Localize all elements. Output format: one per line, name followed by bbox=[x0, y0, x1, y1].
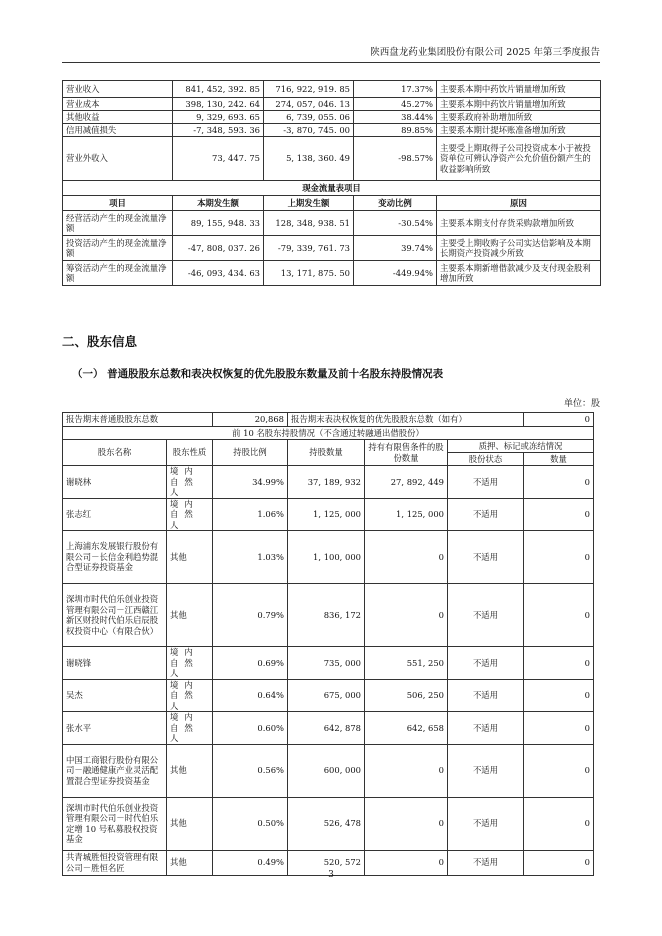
shareholder-table bbox=[62, 412, 594, 876]
pledge-count-cell: 0 bbox=[524, 679, 594, 712]
section-subtitle: （一） 普通股股东总数和表决权恢复的优先股股东数量及前十名股东持股情况表 bbox=[72, 368, 444, 380]
cashflow-section bbox=[63, 181, 601, 211]
current-amount-cell: 73, 447. 75 bbox=[173, 137, 264, 181]
header-pledge: 质押、标记或冻结情况 bbox=[448, 440, 594, 453]
holding-ratio-cell: 0.79% bbox=[213, 584, 288, 647]
holding-qty-cell: 642, 878 bbox=[288, 712, 365, 745]
reason-cell: 主要系本期中药饮片销量增加所致 bbox=[437, 81, 601, 98]
cashflow-row bbox=[63, 236, 601, 261]
pledge-count-cell: 0 bbox=[524, 531, 594, 584]
shareholder-nature-cell: 其他 bbox=[167, 531, 213, 584]
shareholder-nature-cell: 其他 bbox=[167, 584, 213, 647]
header-ratio: 持股比例 bbox=[213, 440, 288, 466]
reason-cell: 主要受上期收购子公司实达信影响及本期长期资产投资减少所致 bbox=[437, 236, 601, 261]
change-ratio-cell: -30.54% bbox=[354, 211, 437, 236]
finance-row bbox=[63, 111, 601, 124]
previous-amount-cell: 716, 922, 919. 85 bbox=[264, 81, 354, 98]
item-cell: 投资活动产生的现金流量净额 bbox=[63, 236, 173, 261]
pledge-status-cell: 不适用 bbox=[448, 712, 524, 745]
pledge-status-cell: 不适用 bbox=[448, 466, 524, 499]
change-ratio-cell: 45.27% bbox=[354, 98, 437, 111]
cashflow-header-prev: 上期发生额 bbox=[264, 196, 354, 211]
total-shareholders-value: 20,868 bbox=[213, 413, 288, 427]
restricted-qty-cell: 0 bbox=[365, 744, 448, 797]
cashflow-header-ratio: 变动比例 bbox=[354, 196, 437, 211]
finance-row bbox=[63, 98, 601, 111]
total-shareholders-label: 报告期末普通股股东总数 bbox=[63, 413, 213, 427]
item-cell: 营业外收入 bbox=[63, 137, 173, 181]
item-cell: 其他收益 bbox=[63, 111, 173, 124]
change-ratio-cell: 38.44% bbox=[354, 111, 437, 124]
previous-amount-cell: -79, 339, 761. 73 bbox=[264, 236, 354, 261]
previous-amount-cell: 274, 057, 046. 13 bbox=[264, 98, 354, 111]
restricted-qty-cell: 0 bbox=[365, 850, 448, 875]
reason-cell: 主要系政府补助增加所致 bbox=[437, 111, 601, 124]
reason-cell: 主要受上期取得子公司投资成本小于被投资单位可辨认净资产公允价值份额产生的收益影响所致 bbox=[437, 137, 601, 181]
change-ratio-cell: -449.94% bbox=[354, 261, 437, 286]
restricted-qty-cell: 551, 250 bbox=[365, 647, 448, 680]
current-amount-cell: 398, 130, 242. 64 bbox=[173, 98, 264, 111]
change-ratio-cell: 17.37% bbox=[354, 81, 437, 98]
shareholder-nature-cell: 其他 bbox=[167, 744, 213, 797]
shareholder-nature-cell: 境内自然人 bbox=[167, 647, 213, 680]
item-cell: 营业收入 bbox=[63, 81, 173, 98]
pledge-count-cell: 0 bbox=[524, 498, 594, 531]
holding-qty-cell: 836, 172 bbox=[288, 584, 365, 647]
header-status: 股份状态 bbox=[448, 453, 524, 466]
pledge-count-cell: 0 bbox=[524, 584, 594, 647]
holding-ratio-cell: 0.56% bbox=[213, 744, 288, 797]
shareholder-row bbox=[63, 466, 594, 499]
holding-qty-cell: 37, 189, 932 bbox=[288, 466, 365, 499]
holding-qty-cell: 520, 572 bbox=[288, 850, 365, 875]
pledge-status-cell: 不适用 bbox=[448, 531, 524, 584]
pledge-status-cell: 不适用 bbox=[448, 647, 524, 680]
shareholder-nature-cell: 境内自然人 bbox=[167, 712, 213, 745]
shareholder-nature-cell: 境内自然人 bbox=[167, 679, 213, 712]
cashflow-title: 现金流量表项目 bbox=[63, 181, 601, 196]
shareholder-nature-cell: 其他 bbox=[167, 797, 213, 850]
report-header-title: 陕西盘龙药业集团股份有限公司 2025 年第三季度报告 bbox=[370, 47, 600, 58]
holding-ratio-cell: 0.69% bbox=[213, 647, 288, 680]
shareholder-name-cell: 上海浦东发展银行股份有限公司－长信金利趋势混合型证券投资基金 bbox=[63, 531, 167, 584]
current-amount-cell: 9, 329, 693. 65 bbox=[173, 111, 264, 124]
shareholder-name-cell: 深圳市时代伯乐创业投资管理有限公司－时代伯乐定增 10 号私募股权投资基金 bbox=[63, 797, 167, 850]
header-qty: 持股数量 bbox=[288, 440, 365, 466]
shareholder-rows bbox=[63, 466, 594, 876]
restricted-qty-cell: 0 bbox=[365, 531, 448, 584]
top10-title: 前 10 名股东持股情况（不含通过转融通出借股份） bbox=[63, 427, 594, 440]
preferred-shareholders-value: 0 bbox=[524, 413, 594, 427]
shareholder-nature-cell: 境内自然人 bbox=[167, 466, 213, 499]
restricted-qty-cell: 506, 250 bbox=[365, 679, 448, 712]
cashflow-row bbox=[63, 261, 601, 286]
previous-amount-cell: 6, 739, 055. 06 bbox=[264, 111, 354, 124]
shareholder-name-cell: 张水平 bbox=[63, 712, 167, 745]
cashflow-header-item: 项目 bbox=[63, 196, 173, 211]
restricted-qty-cell: 642, 658 bbox=[365, 712, 448, 745]
shareholder-row bbox=[63, 744, 594, 797]
holding-ratio-cell: 0.64% bbox=[213, 679, 288, 712]
item-cell: 经营活动产生的现金流量净额 bbox=[63, 211, 173, 236]
header-divider bbox=[62, 62, 600, 63]
reason-cell: 主要系本期支付存货采购款增加所致 bbox=[437, 211, 601, 236]
current-amount-cell: -47, 808, 037. 26 bbox=[173, 236, 264, 261]
reason-cell: 主要系本期新增借款减少及支付现金股利增加所致 bbox=[437, 261, 601, 286]
pledge-status-cell: 不适用 bbox=[448, 679, 524, 712]
cashflow-rows bbox=[63, 211, 601, 286]
page-number: 3 bbox=[328, 870, 334, 880]
pledge-count-cell: 0 bbox=[524, 647, 594, 680]
header-name: 股东名称 bbox=[63, 440, 167, 466]
preferred-shareholders-label: 报告期末表决权恢复的优先股股东总数（如有） bbox=[288, 413, 524, 427]
pledge-count-cell: 0 bbox=[524, 797, 594, 850]
shareholder-row bbox=[63, 498, 594, 531]
section-title: 二、股东信息 bbox=[62, 334, 138, 349]
shareholder-name-cell: 深圳市时代伯乐创业投资管理有限公司－江西赣江新区财投时代伯乐启辰股权投资中心（有限合伙） bbox=[63, 584, 167, 647]
shareholder-name-cell: 谢晓锋 bbox=[63, 647, 167, 680]
shareholder-name-cell: 共青城胜恒投资管理有限公司－胜恒名匠 bbox=[63, 850, 167, 875]
header-restricted: 持有有限售条件的股份数量 bbox=[365, 440, 448, 466]
pledge-status-cell: 不适用 bbox=[448, 584, 524, 647]
change-ratio-cell: 39.74% bbox=[354, 236, 437, 261]
shareholder-row bbox=[63, 679, 594, 712]
previous-amount-cell: -3, 870, 745. 00 bbox=[264, 124, 354, 137]
previous-amount-cell: 5, 138, 360. 49 bbox=[264, 137, 354, 181]
cashflow-row bbox=[63, 211, 601, 236]
shareholder-name-cell: 张志红 bbox=[63, 498, 167, 531]
shareholder-name-cell: 谢晓林 bbox=[63, 466, 167, 499]
shareholder-row bbox=[63, 531, 594, 584]
holding-qty-cell: 1, 125, 000 bbox=[288, 498, 365, 531]
holding-ratio-cell: 34.99% bbox=[213, 466, 288, 499]
item-cell: 信用减值损失 bbox=[63, 124, 173, 137]
pledge-count-cell: 0 bbox=[524, 744, 594, 797]
shareholder-row bbox=[63, 797, 594, 850]
current-amount-cell: -7, 348, 593. 36 bbox=[173, 124, 264, 137]
finance-change-table bbox=[62, 80, 601, 286]
income-rows bbox=[63, 81, 601, 181]
header-nature: 股东性质 bbox=[167, 440, 213, 466]
finance-row bbox=[63, 124, 601, 137]
current-amount-cell: 841, 452, 392. 85 bbox=[173, 81, 264, 98]
holding-qty-cell: 526, 478 bbox=[288, 797, 365, 850]
pledge-count-cell: 0 bbox=[524, 850, 594, 875]
holding-ratio-cell: 0.60% bbox=[213, 712, 288, 745]
reason-cell: 主要系本期计提坏账准备增加所致 bbox=[437, 124, 601, 137]
item-cell: 营业成本 bbox=[63, 98, 173, 111]
holding-qty-cell: 675, 000 bbox=[288, 679, 365, 712]
shareholder-name-cell: 吴杰 bbox=[63, 679, 167, 712]
shareholder-row bbox=[63, 712, 594, 745]
holding-qty-cell: 600, 000 bbox=[288, 744, 365, 797]
finance-row bbox=[63, 137, 601, 181]
shareholder-nature-cell: 其他 bbox=[167, 850, 213, 875]
restricted-qty-cell: 0 bbox=[365, 584, 448, 647]
change-ratio-cell: 89.85% bbox=[354, 124, 437, 137]
pledge-status-cell: 不适用 bbox=[448, 498, 524, 531]
pledge-status-cell: 不适用 bbox=[448, 744, 524, 797]
change-ratio-cell: -98.57% bbox=[354, 137, 437, 181]
item-cell: 筹资活动产生的现金流量净额 bbox=[63, 261, 173, 286]
cashflow-header-reason: 原因 bbox=[437, 196, 601, 211]
pledge-count-cell: 0 bbox=[524, 466, 594, 499]
shareholder-row bbox=[63, 647, 594, 680]
holding-ratio-cell: 1.06% bbox=[213, 498, 288, 531]
shareholder-nature-cell: 境内自然人 bbox=[167, 498, 213, 531]
finance-row bbox=[63, 81, 601, 98]
holding-ratio-cell: 0.50% bbox=[213, 797, 288, 850]
cashflow-header-cur: 本期发生额 bbox=[173, 196, 264, 211]
restricted-qty-cell: 1, 125, 000 bbox=[365, 498, 448, 531]
restricted-qty-cell: 27, 892, 449 bbox=[365, 466, 448, 499]
pledge-count-cell: 0 bbox=[524, 712, 594, 745]
previous-amount-cell: 13, 171, 875. 50 bbox=[264, 261, 354, 286]
pledge-status-cell: 不适用 bbox=[448, 797, 524, 850]
previous-amount-cell: 128, 348, 938. 51 bbox=[264, 211, 354, 236]
holding-qty-cell: 735, 000 bbox=[288, 647, 365, 680]
unit-label: 单位：股 bbox=[563, 399, 600, 409]
holding-qty-cell: 1, 100, 000 bbox=[288, 531, 365, 584]
shareholder-name-cell: 中国工商银行股份有限公司－融通健康产业灵活配置混合型证券投资基金 bbox=[63, 744, 167, 797]
pledge-status-cell: 不适用 bbox=[448, 850, 524, 875]
current-amount-cell: -46, 093, 434. 63 bbox=[173, 261, 264, 286]
current-amount-cell: 89, 155, 948. 33 bbox=[173, 211, 264, 236]
shareholder-row bbox=[63, 584, 594, 647]
restricted-qty-cell: 0 bbox=[365, 797, 448, 850]
holding-ratio-cell: 0.49% bbox=[213, 850, 288, 875]
reason-cell: 主要系本期中药饮片销量增加所致 bbox=[437, 98, 601, 111]
header-count: 数量 bbox=[524, 453, 594, 466]
holding-ratio-cell: 1.03% bbox=[213, 531, 288, 584]
